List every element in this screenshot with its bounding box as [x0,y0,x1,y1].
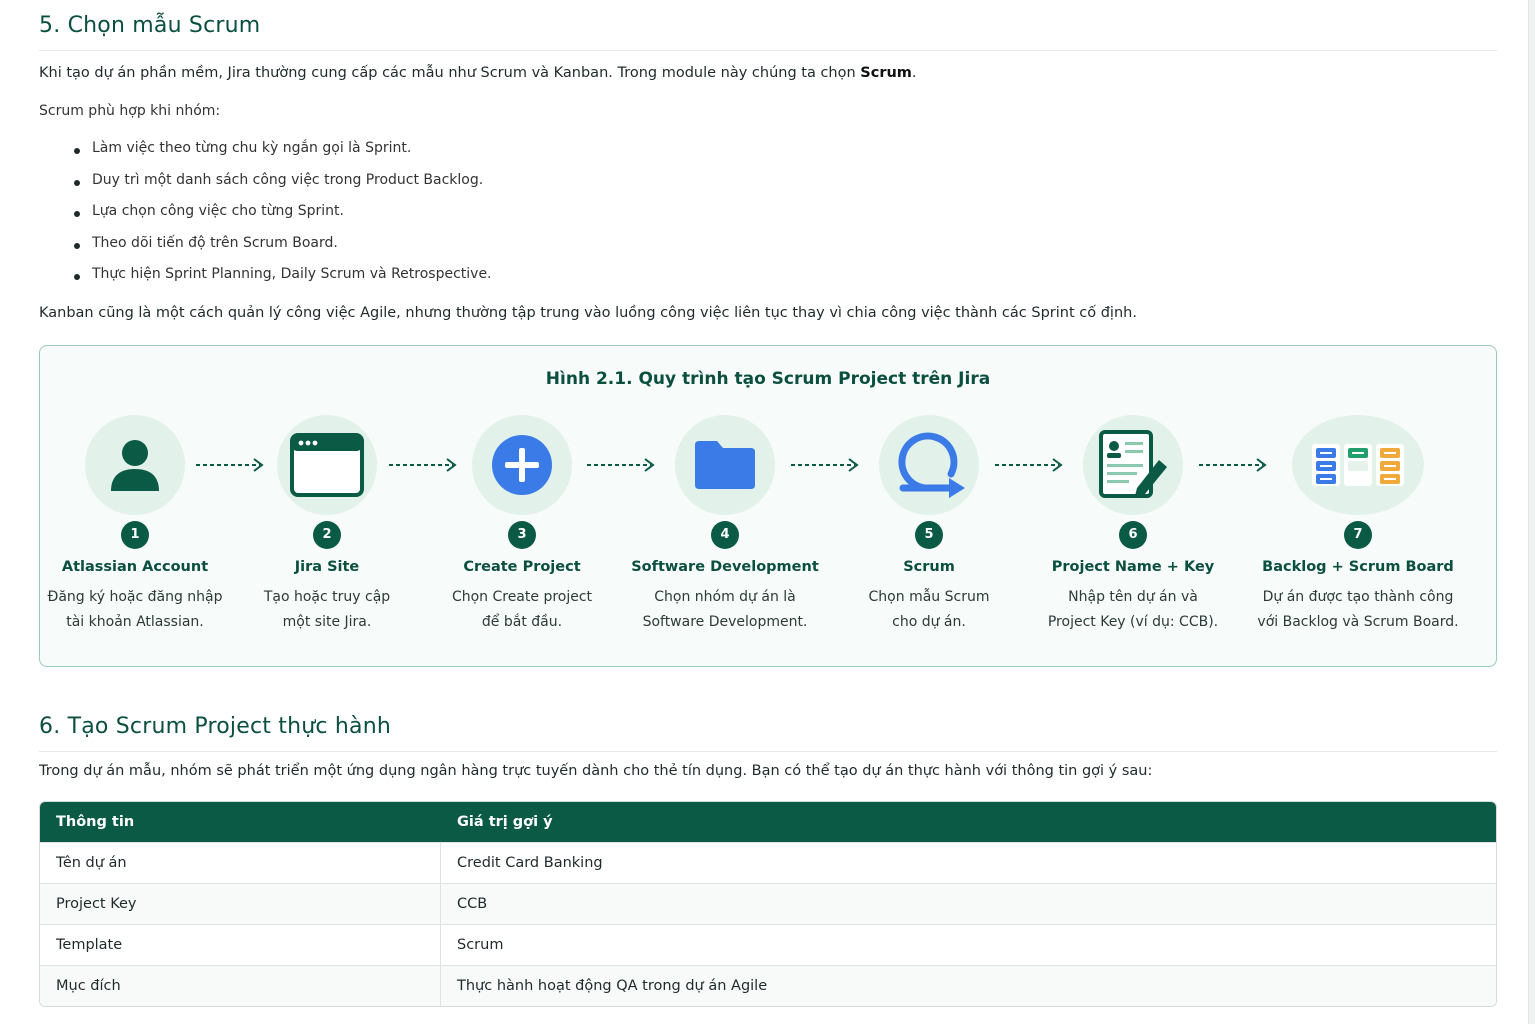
step-desc-line: cho dự án. [892,614,966,630]
table-row [40,883,1496,924]
step-desc-line: với Backlog và Scrum Board. [1257,614,1459,630]
dashed-arrow-icon [995,455,1065,475]
dashed-arrow-icon [389,455,459,475]
plus-circle-icon [491,434,553,496]
project-info-table [39,801,1497,1007]
step-icon-circle [1083,415,1183,515]
list-item: Làm việc theo từng chu kỳ ngắn gọi là Sprint. [39,140,492,172]
kanban-paragraph: Kanban cũng là một cách quản lý công việc Agile, nhưng thường tập trung vào luồng công việc liên tục thay vì chia công việc thành các Sprint cố định. [39,305,1137,321]
intro-bold: Scrum [860,65,912,81]
folder-icon [693,439,757,491]
step-icon-circle [277,415,377,515]
section-divider [39,50,1497,51]
step-label: Atlassian Account [61,559,209,575]
step-label: Scrum [903,559,955,575]
table-header-cell: Giá trị gợi ý [457,814,553,830]
table-cell: CCB [457,896,488,912]
step-icon-circle [675,415,775,515]
step-icon-circle [1292,415,1424,515]
intro-end: . [911,65,917,81]
table-row [40,965,1496,1006]
step-description [1243,585,1473,635]
step-icon-circle [85,415,185,515]
figure-title: Hình 2.1. Quy trình tạo Scrum Project trên Jira [545,369,991,389]
step-label: Create Project [463,559,581,575]
cycle-arrow-icon [889,430,969,500]
step-label: Project Name + Key [1051,559,1215,575]
intro-paragraph [39,65,917,81]
dashed-arrow-icon [791,455,861,475]
table-header-row [40,802,1496,842]
scrollbar-track[interactable] [1528,0,1535,1024]
table-header-cell: Thông tin [56,814,135,830]
step-desc-line: Chọn mẫu Scrum [868,589,990,605]
step-icon-circle [879,415,979,515]
step-number: 4 [711,521,739,549]
dashed-arrow-icon [587,455,657,475]
step-number: 7 [1344,521,1372,549]
step-label: Jira Site [294,559,360,575]
step-desc-line: Chọn nhóm dự án là [654,589,796,605]
dashed-arrow-icon [1199,455,1269,475]
table-cell: Project Key [40,884,441,924]
step-description [610,585,840,635]
step-desc-line: để bắt đầu. [481,614,563,630]
process-figure [39,345,1497,667]
document-edit-icon [1097,430,1169,500]
step-desc-line: Software Development. [642,614,808,630]
step-number: 6 [1119,521,1147,549]
step-desc-line: Nhập tên dự án và [1068,589,1198,605]
table-cell: Thực hành hoạt động QA trong dự án Agile [457,978,768,994]
table-cell: Tên dự án [40,843,441,883]
step-description [1018,585,1248,635]
step-number: 3 [508,521,536,549]
step-desc-line: Đăng ký hoặc đăng nhập [47,589,223,605]
step-project-name-key [1018,415,1248,635]
table-cell: Credit Card Banking [457,855,603,871]
user-icon [109,437,161,493]
step-description [407,585,637,635]
list-item: Thực hiện Sprint Planning, Daily Scrum và Retrospective. [39,266,492,298]
step-desc-line: Project Key (ví dụ: CCB). [1047,614,1219,630]
step-label: Backlog + Scrum Board [1262,559,1454,575]
browser-window-icon [290,433,364,497]
section-5-title: 5. Chọn mẫu Scrum [39,13,261,38]
board-icon [1310,442,1406,488]
step-label: Software Development [631,559,819,575]
section-6-title: 6. Tạo Scrum Project thực hành [39,714,392,739]
step-backlog-scrum-board [1243,415,1473,635]
list-item: Lựa chọn công việc cho từng Sprint. [39,203,492,235]
step-number: 2 [313,521,341,549]
step-software-development [610,415,840,635]
step-create-project [407,415,637,635]
step-icon-circle [472,415,572,515]
step-number: 1 [121,521,149,549]
scrum-bullets [39,140,492,298]
table-cell: Mục đích [40,966,441,1006]
step-number: 5 [915,521,943,549]
scrum-lead: Scrum phù hợp khi nhóm: [39,103,221,119]
dashed-arrow-icon [196,455,266,475]
step-desc-line: Tạo hoặc truy cập [263,589,391,605]
step-scrum [814,415,1044,635]
table-row [40,924,1496,965]
list-item: Theo dõi tiến độ trên Scrum Board. [39,235,492,267]
table-cell: Template [40,925,441,965]
step-desc-line: một site Jira. [282,614,372,630]
list-item: Duy trì một danh sách công việc trong Product Backlog. [39,172,492,204]
intro-text: Khi tạo dự án phần mềm, Jira thường cung cấp các mẫu như Scrum và Kanban. Trong module này chúng ta chọn [39,65,861,81]
step-desc-line: tài khoản Atlassian. [66,614,204,630]
section-divider [39,751,1497,752]
step-description [814,585,1044,635]
section-6-intro: Trong dự án mẫu, nhóm sẽ phát triển một ứng dụng ngân hàng trực tuyến dành cho thẻ tín dụng. Bạn có thể tạo dự án thực hành với thông tin gợi ý sau: [39,763,1153,779]
step-desc-line: Dự án được tạo thành công [1262,589,1454,605]
table-row [40,842,1496,883]
step-desc-line: Chọn Create project [451,589,593,605]
table-cell: Scrum [457,937,504,953]
